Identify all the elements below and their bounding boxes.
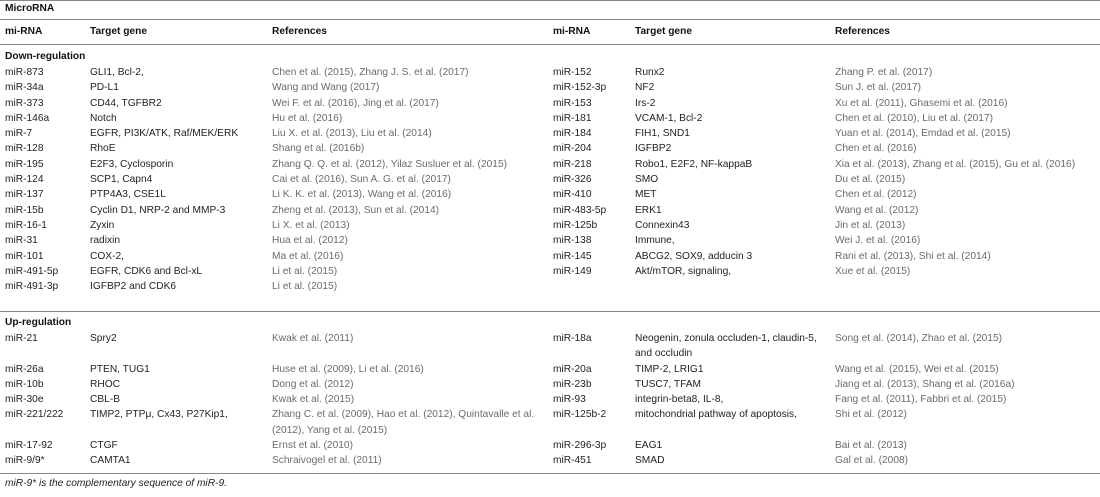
- cell-mirna-right: miR-18a: [553, 333, 592, 344]
- cell-references-left: Zhang C. et al. (2009), Hao et al. (2012), Quintavalle et al. (2012), Yang et al. (2015): [272, 409, 535, 436]
- cell-mirna-left: miR-31: [5, 235, 38, 247]
- cell-mirna-left: miR-26a: [5, 363, 44, 375]
- cell-mirna-right: miR-152: [553, 67, 592, 78]
- cell-target-gene-right: ABCG2, SOX9, adducin 3: [635, 250, 753, 262]
- cell-references-right: Jiang et al. (2013), Shang et al. (2016a): [835, 378, 1015, 390]
- cell-mirna-left: miR-373: [5, 97, 44, 109]
- cell-references-left: Ernst et al. (2010): [272, 440, 353, 452]
- cell-references-left: Kwak et al. (2015): [272, 394, 355, 406]
- table-row: [0, 392, 1100, 407]
- cell-mirna-left: miR-101: [5, 250, 44, 262]
- cell-references-right: Bai et al. (2013): [835, 440, 907, 452]
- cell-references-left: Chen et al. (2015), Zhang J. S. et al. (2017): [272, 67, 469, 78]
- table-row: [0, 438, 1100, 453]
- cell-references-left: Cai et al. (2016), Sun A. G. et al. (2017): [272, 174, 451, 186]
- cell-target-gene-right: Immune,: [635, 235, 675, 247]
- cell-target-gene-left: Spry2: [90, 333, 117, 344]
- table-row: [0, 96, 1100, 111]
- table-row: [0, 264, 1100, 279]
- cell-mirna-right: miR-125b-2: [553, 409, 607, 421]
- cell-references-left: Li et al. (2015): [272, 265, 338, 277]
- down-regulation-rows: [0, 65, 1100, 294]
- cell-mirna-right: miR-184: [553, 128, 592, 140]
- cell-target-gene-left: GLI1, Bcl-2,: [90, 67, 144, 78]
- cell-target-gene-left: CAMTA1: [90, 455, 131, 467]
- cell-references-right: Du et al. (2015): [835, 174, 906, 186]
- cell-target-gene-left: EGFR, PI3K/ATK, Raf/MEK/ERK: [90, 128, 239, 140]
- cell-references-left: Hu et al. (2016): [272, 112, 343, 124]
- up-regulation-rows: [0, 331, 1100, 469]
- cell-target-gene-left: CTGF: [90, 440, 118, 452]
- cell-target-gene-left: PTP4A3, CSE1L: [90, 189, 166, 201]
- header-mirna-right: mi-RNA: [553, 26, 591, 37]
- cell-mirna-right: miR-410: [553, 189, 592, 201]
- cell-target-gene-right: Runx2: [635, 67, 665, 78]
- cell-references-right: Sun J. et al. (2017): [835, 82, 922, 94]
- table-row: [0, 126, 1100, 141]
- cell-target-gene-right: SMO: [635, 174, 659, 186]
- cell-target-gene-right: IGFBP2: [635, 143, 672, 155]
- table-row: [0, 233, 1100, 248]
- cell-mirna-right: miR-181: [553, 112, 592, 124]
- table-row: [0, 249, 1100, 264]
- cell-target-gene-left: PTEN, TUG1: [90, 363, 150, 375]
- cell-mirna-left: miR-221/222: [5, 409, 64, 421]
- cell-mirna-left: miR-195: [5, 158, 44, 170]
- cell-references-left: Li X. et al. (2013): [272, 219, 350, 231]
- cell-references-left: Li et al. (2015): [272, 281, 338, 293]
- table-row: [0, 453, 1100, 468]
- table-row: [0, 187, 1100, 202]
- cell-mirna-left: miR-873: [5, 67, 44, 78]
- cell-target-gene-left: Zyxin: [90, 219, 115, 231]
- cell-target-gene-left: Cyclin D1, NRP-2 and MMP-3: [90, 204, 226, 216]
- table-row: [0, 141, 1100, 156]
- cell-mirna-right: miR-326: [553, 174, 592, 186]
- cell-mirna-right: miR-152-3p: [553, 82, 607, 94]
- cell-mirna-right: miR-218: [553, 158, 592, 170]
- top-rule: [0, 0, 1100, 1]
- cell-mirna-left: miR-9/9*: [5, 455, 45, 467]
- cell-mirna-right: miR-20a: [553, 363, 592, 375]
- cell-mirna-left: miR-124: [5, 174, 44, 186]
- cell-mirna-left: miR-128: [5, 143, 44, 155]
- cell-target-gene-right: Robo1, E2F2, NF-kappaB: [635, 158, 753, 170]
- cell-references-right: Yuan et al. (2014), Emdad et al. (2015): [835, 128, 1011, 140]
- cell-mirna-left: miR-137: [5, 189, 44, 201]
- cell-target-gene-left: RhoE: [90, 143, 116, 155]
- cell-references-left: Wei F. et al. (2016), Jing et al. (2017): [272, 97, 439, 109]
- cell-references-left: Li K. K. et al. (2013), Wang et al. (2016): [272, 189, 452, 201]
- cell-target-gene-left: radixin: [90, 235, 121, 247]
- cell-references-right: Zhang P. et al. (2017): [835, 67, 933, 78]
- cell-target-gene-left: Notch: [90, 112, 117, 124]
- cell-mirna-left: miR-15b: [5, 204, 44, 216]
- cell-references-right: Gal et al. (2008): [835, 455, 909, 467]
- cell-references-left: Wang and Wang (2017): [272, 82, 380, 94]
- cell-target-gene-left: SCP1, Capn4: [90, 174, 153, 186]
- cell-references-left: Shang et al. (2016b): [272, 143, 365, 155]
- cell-references-right: Xue et al. (2015): [835, 265, 911, 277]
- cell-references-right: Xu et al. (2011), Ghasemi et al. (2016): [835, 97, 1008, 109]
- table-row: [0, 172, 1100, 187]
- cell-mirna-right: miR-145: [553, 250, 592, 262]
- cell-target-gene-right: TUSC7, TFAM: [635, 378, 702, 390]
- cell-mirna-right: miR-483-5p: [553, 204, 607, 216]
- section-title-up-regulation: Up-regulation: [5, 317, 72, 328]
- cell-references-left: Ma et al. (2016): [272, 250, 344, 262]
- cell-target-gene-left: E2F3, Cyclosporin: [90, 158, 174, 170]
- section-title-down-regulation: Down-regulation: [5, 51, 86, 62]
- cell-references-right: Chen et al. (2010), Liu et al. (2017): [835, 112, 994, 124]
- cell-target-gene-right: VCAM-1, Bcl-2: [635, 112, 703, 124]
- cell-target-gene-right: Neogenin, zonula occluden-1, claudin-5, and occludin: [635, 333, 817, 360]
- table-row: [0, 407, 1100, 438]
- table-row: [0, 80, 1100, 95]
- cell-references-right: Wang et al. (2015), Wei et al. (2015): [835, 363, 999, 375]
- table-row: [0, 279, 1100, 294]
- cell-mirna-left: miR-491-5p: [5, 265, 59, 277]
- table-row: [0, 377, 1100, 392]
- table-row: [0, 362, 1100, 377]
- cell-references-right: Wang et al. (2012): [835, 204, 919, 216]
- bottom-rule: [0, 473, 1100, 474]
- cell-mirna-right: miR-23b: [553, 378, 592, 390]
- cell-references-right: Chen et al. (2012): [835, 189, 917, 201]
- cell-target-gene-right: SMAD: [635, 455, 665, 467]
- table-caption: MicroRNA: [5, 3, 55, 14]
- cell-target-gene-right: Connexin43: [635, 219, 690, 231]
- header-mirna-left: mi-RNA: [5, 26, 43, 37]
- table-row: [0, 218, 1100, 233]
- cell-mirna-left: miR-30e: [5, 394, 44, 406]
- cell-mirna-left: miR-17-92: [5, 440, 53, 452]
- cell-mirna-left: miR-34a: [5, 82, 44, 94]
- cell-references-left: Schraivogel et al. (2011): [272, 455, 382, 467]
- cell-mirna-right: miR-204: [553, 143, 592, 155]
- cell-mirna-left: miR-10b: [5, 378, 44, 390]
- table-row: [0, 65, 1100, 80]
- cell-references-left: Kwak et al. (2011): [272, 333, 354, 344]
- cell-mirna-right: miR-138: [553, 235, 592, 247]
- cell-target-gene-right: Akt/mTOR, signaling,: [635, 265, 732, 277]
- cell-references-left: Dong et al. (2012): [272, 378, 354, 390]
- cell-target-gene-left: CBL-B: [90, 394, 121, 406]
- table-row: [0, 203, 1100, 218]
- table-row: [0, 157, 1100, 172]
- cell-references-right: Rani et al. (2013), Shi et al. (2014): [835, 250, 991, 262]
- header-references-left: References: [272, 26, 327, 37]
- cell-target-gene-right: TIMP-2, LRIG1: [635, 363, 704, 375]
- cell-target-gene-right: ERK1: [635, 204, 662, 216]
- cell-target-gene-right: integrin-beta8, IL-8,: [635, 394, 724, 406]
- cell-references-left: Huse et al. (2009), Li et al. (2016): [272, 363, 424, 375]
- caption-rule: [0, 19, 1100, 20]
- header-target-gene-right: Target gene: [635, 26, 692, 37]
- cell-target-gene-left: PD-L1: [90, 82, 119, 94]
- header-references-right: References: [835, 26, 890, 37]
- cell-mirna-left: miR-21: [5, 333, 38, 344]
- cell-mirna-left: miR-491-3p: [5, 281, 59, 293]
- cell-references-right: Xia et al. (2013), Zhang et al. (2015), Gu et al. (2016): [835, 158, 1076, 170]
- cell-target-gene-right: FIH1, SND1: [635, 128, 690, 140]
- cell-target-gene-left: TIMP2, PTPμ, Cx43, P27Kip1,: [90, 409, 228, 421]
- cell-mirna-right: miR-149: [553, 265, 592, 277]
- cell-target-gene-left: RHOC: [90, 378, 120, 390]
- cell-references-left: Liu X. et al. (2013), Liu et al. (2014): [272, 128, 432, 140]
- cell-target-gene-right: mitochondrial pathway of apoptosis,: [635, 409, 797, 421]
- header-target-gene-left: Target gene: [90, 26, 147, 37]
- cell-references-right: Fang et al. (2011), Fabbri et al. (2015): [835, 394, 1007, 406]
- cell-target-gene-right: Irs-2: [635, 97, 656, 109]
- cell-target-gene-left: IGFBP2 and CDK6: [90, 281, 177, 293]
- cell-mirna-right: miR-451: [553, 455, 592, 467]
- cell-target-gene-left: EGFR, CDK6 and Bcl-xL: [90, 265, 203, 277]
- cell-references-right: Song et al. (2014), Zhao et al. (2015): [835, 333, 1003, 344]
- cell-mirna-left: miR-16-1: [5, 219, 47, 231]
- table-row: [0, 111, 1100, 126]
- cell-references-left: Zhang Q. Q. et al. (2012), Yilaz Susluer et al. (2015): [272, 158, 507, 170]
- cell-mirna-right: miR-153: [553, 97, 592, 109]
- cell-target-gene-right: NF2: [635, 82, 655, 94]
- cell-references-left: Zheng et al. (2013), Sun et al. (2014): [272, 204, 440, 216]
- cell-target-gene-right: MET: [635, 189, 657, 201]
- cell-references-right: Shi et al. (2012): [835, 409, 907, 421]
- cell-mirna-right: miR-93: [553, 394, 586, 406]
- table-row: [0, 331, 1100, 362]
- cell-mirna-left: miR-7: [5, 128, 33, 140]
- cell-target-gene-right: EAG1: [635, 440, 663, 452]
- section-rule: [0, 311, 1100, 312]
- cell-target-gene-left: COX-2,: [90, 250, 124, 262]
- cell-mirna-right: miR-125b: [553, 219, 598, 231]
- cell-references-right: Wei J. et al. (2016): [835, 235, 921, 247]
- cell-mirna-right: miR-296-3p: [553, 440, 607, 452]
- header-rule: [0, 44, 1100, 45]
- cell-references-left: Hua et al. (2012): [272, 235, 348, 247]
- footnote: miR-9* is the complementary sequence of miR-9.: [5, 478, 227, 489]
- cell-mirna-left: miR-146a: [5, 112, 50, 124]
- cell-target-gene-left: CD44, TGFBR2: [90, 97, 162, 109]
- cell-references-right: Chen et al. (2016): [835, 143, 917, 155]
- cell-references-right: Jin et al. (2013): [835, 219, 906, 231]
